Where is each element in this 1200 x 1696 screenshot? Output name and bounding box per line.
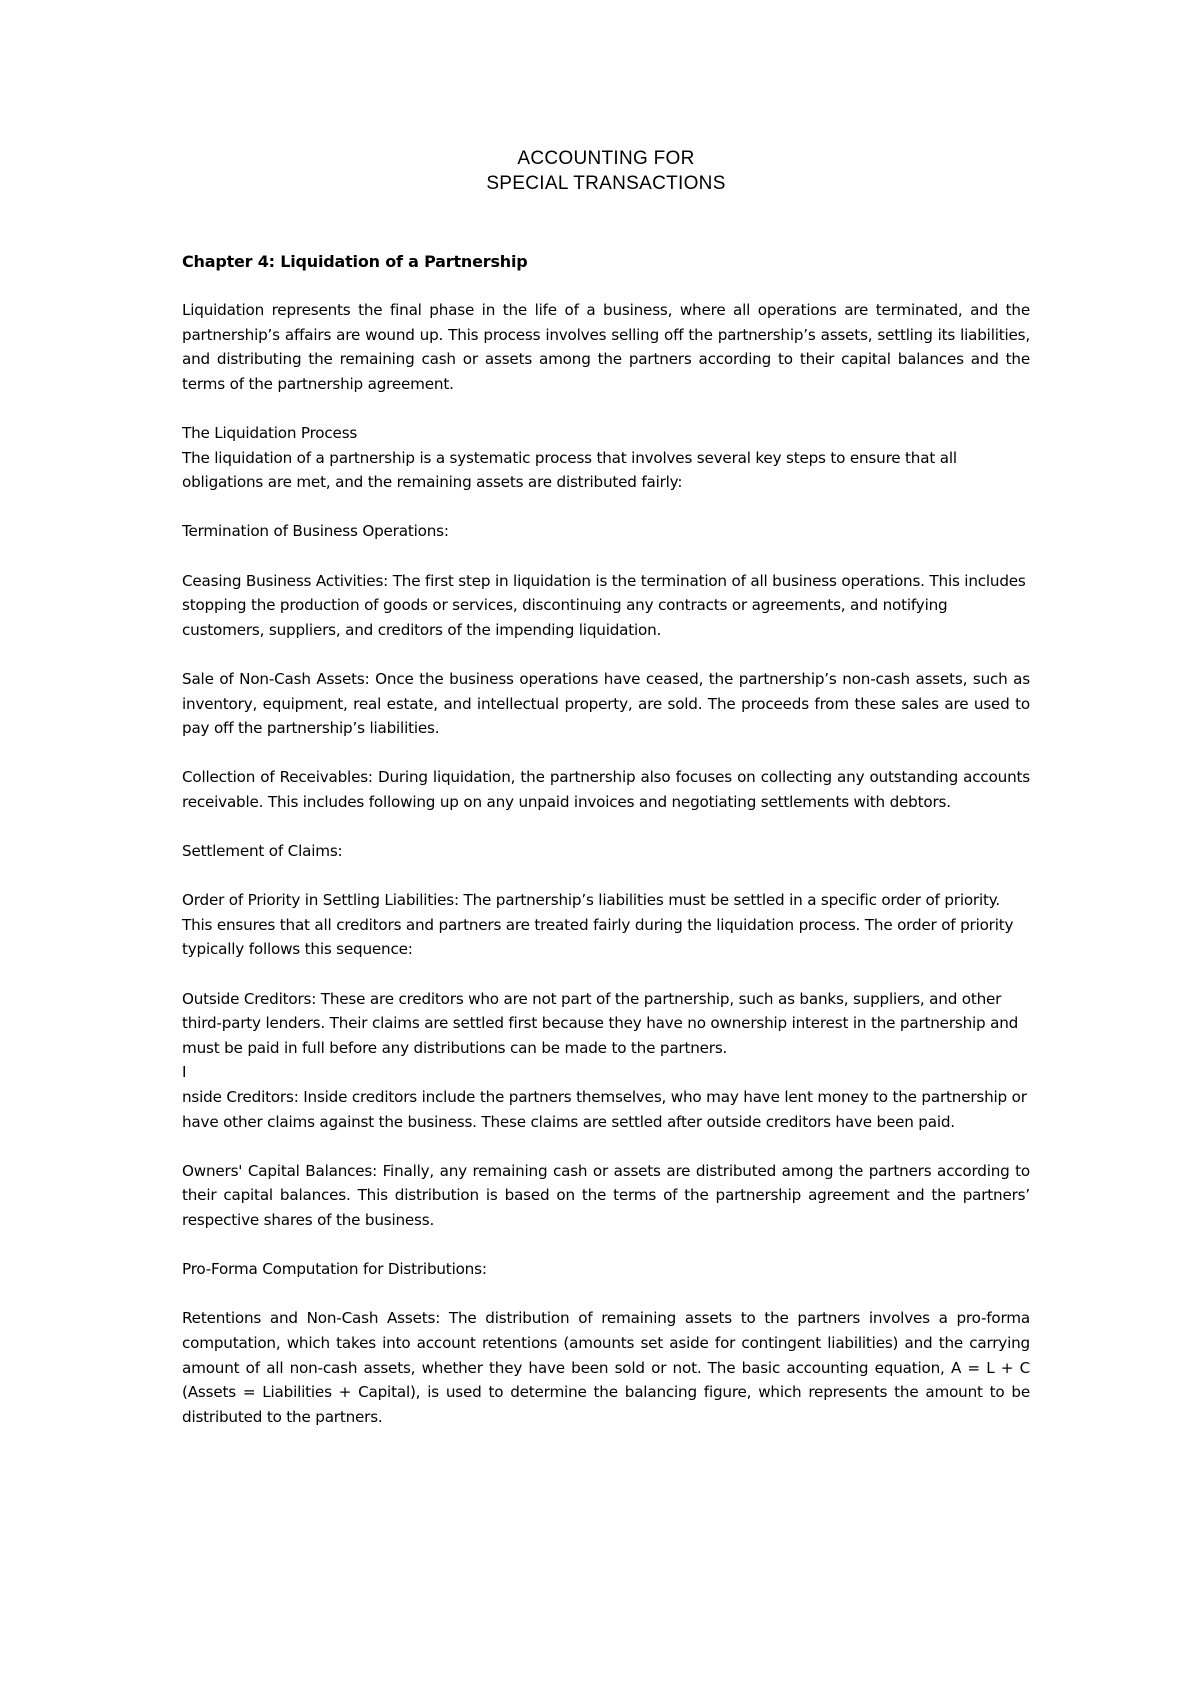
process-heading: The Liquidation Process: [182, 423, 358, 442]
ceasing-paragraph: Ceasing Business Activities: The first step in liquidation is the termination of all business operations. This includes stopping the production of goods or services, discontinuing any contracts or agreements, and notifying customers, suppliers, and creditors of the impending liquidation.: [182, 571, 1026, 639]
title-line-2: SPECIAL TRANSACTIONS: [486, 173, 726, 194]
process-paragraph: The liquidation of a partnership is a systematic process that involves several key steps to ensure that all obligations are met, and the remaining assets are distributed fairly:: [182, 448, 957, 492]
document-body: [182, 250, 1030, 1429]
inside-creditors-initial: I: [182, 1063, 187, 1082]
document-title: [182, 146, 1030, 196]
chapter-heading: Chapter 4: Liquidation of a Partnership: [182, 252, 528, 271]
sale-paragraph: Sale of Non-Cash Assets: Once the business operations have ceased, the partnership’s non-cash assets, such as inventory, equipment, real estate, and intellectual property, are sold. The proceeds from these sales are used to pay off the partnership’s liabilities.: [182, 669, 1030, 738]
title-line-1: ACCOUNTING FOR: [517, 148, 695, 169]
retentions-paragraph: Retentions and Non-Cash Assets: The distribution of remaining assets to the partners involves a pro-forma computation, which takes into account retentions (amounts set aside for contingent liabilities) and the carrying amount of all non-cash assets, whether they have been sold or not. The basic accounting equation, A = L + C (Assets = Liabilities + Capital), is used to determine the balancing figure, which represents the amount to be distributed to the partners.: [182, 1309, 1030, 1426]
settlement-heading: Settlement of Claims:: [182, 842, 343, 861]
priority-paragraph: Order of Priority in Settling Liabilities: The partnership’s liabilities must be settled in a specific order of priority. This ensures that all creditors and partners are treated fairly during the liquidation process. The order of priority typically follows this sequence:: [182, 891, 1014, 959]
termination-heading: Termination of Business Operations:: [182, 522, 449, 541]
collection-paragraph: Collection of Receivables: During liquidation, the partnership also focuses on collecting any outstanding accounts receivable. This includes following up on any unpaid invoices and negotiating settlements with debtors.: [182, 768, 1030, 811]
outside-creditors-paragraph: Outside Creditors: These are creditors who are not part of the partnership, such as banks, suppliers, and other third-party lenders. Their claims are settled first because they have no ownership interest in the partnership and must be paid in full before any distributions can be made to the partners.: [182, 989, 1019, 1057]
inside-creditors-paragraph: nside Creditors: Inside creditors include the partners themselves, who may have lent money to the partnership or have other claims against the business. These claims are settled after outside creditors have been paid.: [182, 1088, 1027, 1131]
intro-paragraph: Liquidation represents the final phase in the life of a business, where all operations are terminated, and the partnership’s affairs are wound up. This process involves selling off the partnership’s assets, settling its liabilities, and distributing the remaining cash or assets among the partners according to their capital balances and the terms of the partnership agreement.: [182, 301, 1030, 393]
proforma-heading: Pro-Forma Computation for Distributions:: [182, 1260, 487, 1279]
owners-capital-paragraph: Owners' Capital Balances: Finally, any remaining cash or assets are distributed among the partners according to their capital balances. This distribution is based on the terms of the partnership agreement and the partners’ respective shares of the business.: [182, 1161, 1030, 1229]
